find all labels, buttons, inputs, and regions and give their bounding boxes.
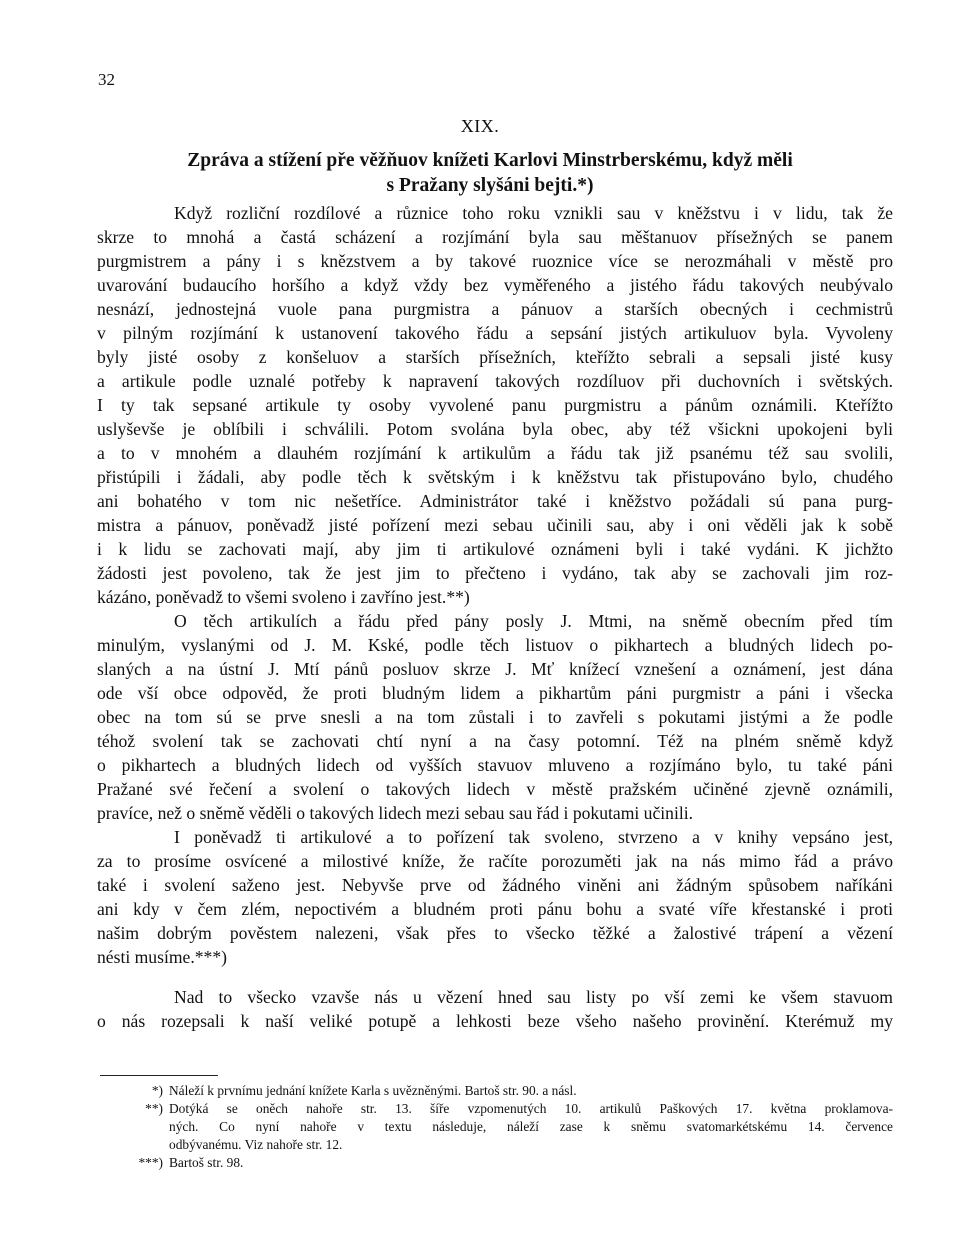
text-line: mistra a pánuov, poněvadž jisté pořízení mezi sebau učinili sau, aby i oni věděli jak k sobě bbox=[97, 515, 893, 535]
text-line: o nás rozepsali k naší veliké potupě a lehkosti beze všeho našeho provinění. Kterémuž my bbox=[97, 1011, 893, 1031]
text-line: byly jisté osoby z konšeluov a starších přísežních, kteřížto sebrali a sepsali jisté kusy bbox=[97, 347, 893, 367]
text-line: téhož svolení tak se zachovati chtí nyní a na časy potomní. Též na plném sněmě když bbox=[97, 731, 893, 751]
title-line: Zpráva a stížení pře věžňuov knížeti Karlovi Minstrberskému, když měli bbox=[187, 150, 793, 171]
footnote-mark: *) bbox=[151, 1083, 163, 1098]
text-line: o pikhartech a bludných lidech od vyšších stavuov mluveno a rozjímáno bylo, tu také páni bbox=[97, 755, 893, 775]
footnotes bbox=[97, 1082, 893, 1172]
text-line: I poněvadž ti artikulové a to pořízení tak svoleno, stvrzeno a v knihy vepsáno jest, bbox=[174, 827, 893, 847]
document-title bbox=[110, 148, 870, 198]
footnote-text: Bartoš str. 98. bbox=[169, 1155, 244, 1170]
text-line: Když rozliční rozdílové a různice toho roku vznikli sau v kněžstvu i v lidu, tak že bbox=[174, 203, 893, 223]
text-line: slaných a na ústní J. Mtí pánů posluov skrze J. Mť knížecí vznešení a oznámení, jest dána bbox=[97, 659, 893, 679]
footnote-divider bbox=[100, 1075, 218, 1076]
text-line: obec na tom sú se prve snesli a na tom zůstali i to zavřeli s pokutami jistými a že podle bbox=[97, 707, 893, 727]
body-text bbox=[97, 201, 893, 1033]
text-line: Pražané své řečení a svolení o takových lidech v městě pražském učiněné zjevně oznámili, bbox=[97, 779, 893, 799]
footnote bbox=[97, 1100, 893, 1118]
text-line: ani kdy v čem zlém, nepoctivém a bludném proti pánu bohu a svaté víře křestanské i proti bbox=[97, 899, 893, 919]
text-line: našim dobrým pověstem nalezeni, však přes to všecko těžké a žalostivé trápení a vězení bbox=[97, 923, 893, 943]
text-line: v pilným rozjímání k ustanovení takového řádu a sepsání jistých artikuluov byla. Vyvoleny bbox=[97, 323, 893, 343]
text-line: a artikule podle uznalé potřeby k napravení takových rozdíluov při duchovních i světských. bbox=[97, 371, 893, 391]
text-line: přistúpili i žádali, aby podle těch k světským i k kněžstvu tak přistupováno bylo, chudého bbox=[97, 467, 893, 487]
text-line: minulým, vyslanými od J. M. Kské, podle těch listuov o pikhartech a bludných lidech po- bbox=[97, 635, 893, 655]
text-line: skrze to mnohá a častá scházení a rozjímání byla sau měštanuov přísežných se panem bbox=[97, 227, 893, 247]
text-line: uvarování budaucího horšího a když vždy bez vyměřeného a jistého řádu takových neubývalo bbox=[97, 275, 893, 295]
text-line: kázáno, poněvadž to všemi svoleno i zavříno jest.**) bbox=[97, 587, 470, 607]
text-line: také i svolení saženo jest. Nebyvše prve od žádného viněni ani žádným spůsobem naříkáni bbox=[97, 875, 893, 895]
text-line: Nad to všecko vzavše nás u vězení hned sau listy po vší zemi ke všem stavuom bbox=[174, 987, 893, 1007]
footnote-mark: **) bbox=[145, 1101, 163, 1116]
page-number: 32 bbox=[98, 70, 115, 89]
text-line: ani bohatého v tom nic nešetříce. Administrátor také i kněžstvo požádali sú pana purg- bbox=[97, 491, 893, 511]
text-line: ode vší obce odpověd, že proti bludným lidem a pikhartům páni purgmistr a páni i všecka bbox=[97, 683, 893, 703]
chapter-number: XIX. bbox=[460, 116, 500, 136]
text-line: i k lidu se zachovati mají, aby jim ti artikulové oznámeni byli i také vydáni. K jichžto bbox=[97, 539, 893, 559]
text-line: za to prosíme osvícené a milostivé kníže, že račíte porozuměti jak na nás mimo řád a právo bbox=[97, 851, 893, 871]
footnote bbox=[97, 1154, 893, 1172]
text-line: purgmistrem a pány i s knězstvem a by takové ruoznice více se nerozmáhali v městě pro bbox=[97, 251, 893, 271]
text-line: nésti musíme.***) bbox=[97, 947, 227, 967]
footnote-text: odbývanému. Viz nahoře str. 12. bbox=[169, 1137, 343, 1152]
text-line: žádosti jest povoleno, tak že jest jim to přečteno i vydáno, tak aby se zachovali jim roz- bbox=[97, 563, 893, 583]
text-line: I ty tak sepsané artikule ty osoby vyvolené panu purgmistru a pánům oznámili. Kteřížto bbox=[97, 395, 893, 415]
text-line: O těch artikulích a řádu před pány posly J. Mtmi, na sněmě obecním před tím bbox=[174, 611, 893, 631]
paragraph-gap bbox=[97, 969, 893, 985]
text-line: a to v mnohém a dlauhém rozjímání k artikulům a řádu tak již psanému též sau svolili, bbox=[97, 443, 893, 463]
footnote bbox=[97, 1082, 893, 1100]
text-line: nesnází, jednostejná vuole pana purgmistra a pánuov a starších obecných i cechmistrů bbox=[97, 299, 893, 319]
text-line: pravíce, než o sněmě věděli o takových lidech mezi sebau sau řád i pokutami učinili. bbox=[97, 803, 694, 823]
footnote-text: Dotýká se oněch nahoře str. 13. šíře vzpomenutých 10. artikulů Paškových 17. května proklamova- bbox=[169, 1101, 893, 1116]
text-line: uslyševše je oblíbili i schválili. Potom svolána byla obec, aby též všickni upokojeni byli bbox=[97, 419, 893, 439]
footnote-text: Náleží k prvnímu jednání knížete Karla s uvězněnými. Bartoš str. 90. a násl. bbox=[169, 1083, 577, 1098]
title-line: s Pražany slyšáni bejti.*) bbox=[386, 175, 594, 196]
footnote-mark: ***) bbox=[138, 1155, 163, 1170]
footnote-text: ných. Co nyní nahoře v textu následuje, náleží zase k sněmu svatomarkétskému 14. července bbox=[169, 1119, 893, 1134]
